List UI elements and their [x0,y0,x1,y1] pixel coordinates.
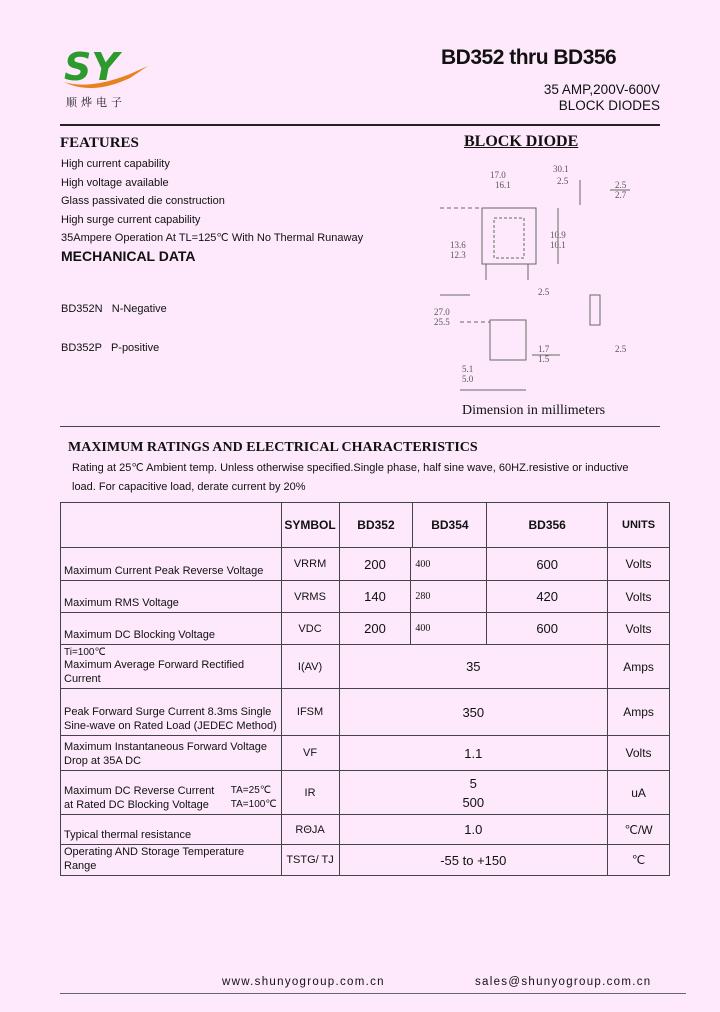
row-unit: uA [608,771,670,815]
footer-website[interactable]: www.shunyogroup.com.cn [222,976,385,988]
svg-text:30.1: 30.1 [553,164,569,174]
feature-item: High surge current capability [61,213,201,226]
svg-text:5.1: 5.1 [462,364,474,374]
company-logo [60,44,152,114]
row-value [339,771,608,815]
table-row [61,581,670,613]
row-values [339,613,487,645]
table-row [61,689,670,736]
table-row [61,815,670,845]
row-symbol: IR [281,771,339,815]
ir-conditions [231,784,277,812]
package-dimension-drawing [420,160,650,400]
header-units: UNITS [608,503,670,548]
row-values [339,548,487,581]
row-value: -55 to +150 [339,845,608,876]
ratings-note-1: Rating at 25℃ Ambient temp. Unless otherwise specified.Single phase, half sine wave, 60HZ.resistive or inductive [72,462,629,474]
row-symbol: VDC [281,613,339,645]
ir-condition-100: TA=100℃ [230,799,277,810]
mechanical-heading: MECHANICAL DATA [61,248,196,264]
page-title: BD352 thru BD356 [441,46,617,69]
logo-mark [60,44,152,94]
ratings-table [60,502,670,876]
row-unit: Volts [608,613,670,645]
features-list [61,155,391,248]
svg-text:17.0: 17.0 [490,170,506,180]
row-desc [61,645,282,689]
header-blank [61,503,282,548]
svg-text:25.5: 25.5 [434,317,450,327]
row-desc-line: Maximum DC Reverse Current [64,785,215,797]
feature-item: High voltage available [61,176,169,189]
value-bd356: 600 [487,613,608,645]
value-bd354: 400 [415,623,431,634]
row-unit: Amps [608,645,670,689]
row-unit: Volts [608,548,670,581]
svg-text:12.3: 12.3 [450,250,466,260]
row-unit: ℃ [608,845,670,876]
row-symbol: VRMS [281,581,339,613]
mech-line: BD352P P-positive [61,342,160,354]
footer-divider [60,993,686,994]
row-desc [61,736,282,771]
svg-text:16.1: 16.1 [495,180,511,190]
svg-text:5.0: 5.0 [462,374,474,384]
feature-item: Glass passivated die construction [61,195,225,208]
row-desc-line: Current [64,673,101,685]
row-unit: ℃/W [608,815,670,845]
table-row [61,845,670,876]
row-desc: Maximum Current Peak Reverse Voltage [61,548,282,581]
diagram-heading: BLOCK DIODE [464,133,579,150]
row-desc: Maximum DC Blocking Voltage [61,613,282,645]
mech-line: BD352N N-Negative [61,303,167,315]
row-symbol: IFSM [281,689,339,736]
row-value: 350 [339,689,608,736]
diagram-caption: Dimension in millimeters [462,403,606,418]
feature-item: High current capability [61,158,170,170]
ir-condition-25: TA=25℃ [230,785,271,796]
svg-text:27.0: 27.0 [434,307,450,317]
row-desc-line: Peak Forward Surge Current 8.3ms Single [64,706,272,718]
table-row [61,613,670,645]
value-bd352: 200 [340,548,412,580]
value-bd352: 200 [340,613,412,644]
features-heading: FEATURES [60,135,139,151]
subtitle-type: BLOCK DIODES [558,98,660,113]
svg-text:2.7: 2.7 [615,190,627,200]
row-value: 1.0 [339,815,608,845]
row-unit: Amps [608,689,670,736]
header-symbol: SYMBOL [281,503,339,548]
row-desc-line: Maximum Instantaneous Forward Voltage [64,741,267,753]
row-condition: Ti=100℃ [64,647,106,658]
svg-text:2.5: 2.5 [538,287,550,297]
table-row [61,771,670,815]
ratings-note-2: load. For capacitive load, derate current by 20% [72,481,306,493]
row-desc-line: Drop at 35A DC [64,755,142,767]
value-bd354: 280 [415,591,431,602]
row-desc-line: Sine-wave on Rated Load (JEDEC Method) [64,720,277,732]
section-divider [60,426,660,427]
svg-text:1.5: 1.5 [538,354,550,364]
footer-email[interactable]: sales@shunyogroup.com.cn [475,976,652,988]
ir-value-100: 500 [462,794,485,810]
row-desc: Typical thermal resistance [61,815,282,845]
header-bd352: BD352 [340,503,414,547]
subtitle-rating: 35 AMP,200V-600V [543,82,660,97]
table-row [61,736,670,771]
svg-text:10.1: 10.1 [550,240,566,250]
logo-letters: SY [64,45,119,89]
row-symbol: TSTG/ TJ [281,845,339,876]
header-models [339,503,487,548]
row-unit: Volts [608,736,670,771]
table-row [61,645,670,689]
ratings-heading: MAXIMUM RATINGS AND ELECTRICAL CHARACTERISTICS [68,440,478,455]
svg-text:2.5: 2.5 [615,344,627,354]
svg-text:13.6: 13.6 [450,240,466,250]
svg-text:1.7: 1.7 [538,344,550,354]
row-symbol: VRRM [281,548,339,581]
ir-value-25: 5 [469,775,477,791]
row-symbol: VF [281,736,339,771]
row-unit: Volts [608,581,670,613]
row-desc-line: Maximum Average Forward Rectified [64,659,245,671]
row-desc-line: at Rated DC Blocking Voltage [64,799,209,811]
header-bd354: BD354 [431,518,469,532]
row-values [339,581,487,613]
row-value: 35 [339,645,608,689]
logo-subtitle: 顺烨电子 [66,96,126,109]
row-symbol: I(AV) [281,645,339,689]
row-value: 1.1 [339,736,608,771]
row-desc: Operating AND Storage Temperature Range [61,845,282,876]
svg-text:10.9: 10.9 [550,230,566,240]
value-bd356: 600 [487,548,608,581]
value-bd352: 140 [340,581,412,612]
table-row [61,548,670,581]
row-symbol: RΘJA [281,815,339,845]
svg-text:2.5: 2.5 [615,180,627,190]
value-bd356: 420 [487,581,608,613]
svg-text:2.5: 2.5 [557,176,569,186]
table-header-row [61,503,670,548]
header-divider [60,124,660,126]
feature-item: 35Ampere Operation At TL=125℃ With No Thermal Runaway [61,232,364,245]
mechanical-list [61,277,167,368]
value-bd354: 400 [415,558,431,570]
row-desc [61,689,282,736]
header-bd356: BD356 [487,503,608,548]
row-desc: Maximum RMS Voltage [61,581,282,613]
row-desc [61,771,282,815]
